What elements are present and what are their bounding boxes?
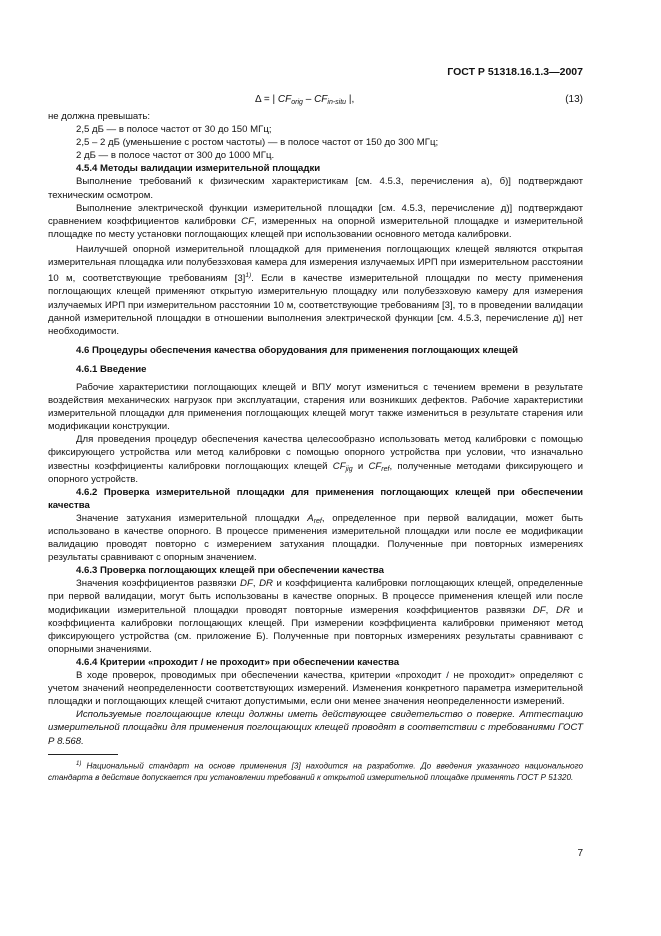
formula-number: (13): [565, 94, 583, 105]
limit-item: 2,5 дБ — в полосе частот от 30 до 150 МГц;: [76, 124, 272, 136]
document-id: ГОСТ Р 51318.16.1.3—2007: [447, 66, 583, 78]
footnote-mark: 1): [76, 760, 82, 767]
paragraph: Для проведения процедур обеспечения качества целесообразно использовать метод калибровки с помощью фиксирующего устройства или метод калибровки с помощью опорного устройства при условии, что изначально известны коэффициенты калибровки поглощающих клещей $CF_{jig}$ и $CF_{ref}$, полученные методами фиксирующего и опорного устройств.: [48, 434, 583, 485]
section-4-6-3-heading: 4.6.3 Проверка поглощающих клещей при обеспечении качества: [76, 565, 384, 577]
document-body: [48, 110, 583, 783]
footnote: $^{1)}$ Национальный стандарт на основе применения [3] находится на разработке. До введения указанного национального стандарта в действие допускается при установлении требований к открытой измерительной площадке применять ГОСТ Р 51320.: [48, 760, 583, 782]
page-number: 7: [577, 848, 583, 859]
footnote-divider: [48, 754, 118, 755]
paragraph: Наилучшей опорной измерительной площадкой для применения поглощающих клещей являются открытая измерительная площадка или полубезэховая камера для измерения излучаемых ИРП при измерительном расстоянии 10 м, соответствующие требованиям $[3]^{1)}$. Если в качестве измерительной площадки по месту применения поглощающих клещей применяют открытую измерительную площадку или полубезэховую камеру для измерения излучаемых ИРП при измерительном расстоянии 10 м, соответствующие требованиям [3], то в проведении валидации данной измерительной площадки в отношении выполнения электрической функции [см. 4.5.3, перечисление д)] нет необходимости.: [48, 243, 584, 337]
paragraph: Значение затухания измерительной площадки $A_{ref}$, определенное при первой валидации, может быть использовано в качестве опорного. В процессе применения измерительной площадки или после ее модификации валидацию проводят повторно с измерением затухания площадки. Полученные при повторных измерениях результаты сравнивают с опорным значением.: [48, 512, 583, 564]
footnote-ref[interactable]: 1): [245, 272, 252, 280]
paragraph-italic: Используемые поглощающие клещи должны иметь действующее свидетельство о поверке. Аттестацию измерительной площадки для применения поглощающих клещей проводят в соответствии с требованиями ГОСТ Р 8.568.: [48, 709, 583, 747]
paragraph: Рабочие характеристики поглощающих клещей и ВПУ могут измениться с течением времени в результате воздействия механических нагрузок при эксплуатации, старения или возникших дефектов. Рабочие характеристики измерительной площадки для применения поглощающих клещей могут также измениться в результате старения или модификации конструкции.: [48, 381, 583, 433]
paragraph: В ходе проверок, проводимых при обеспечении качества, критерии «проходит / не проходит» определяют с учетом значений неопределенности соответствующих измерений. Изменения конкретного параметра измерительной площадки и поглощающих клещей считают допустимыми, если они менее значения неопределенности измерений.: [48, 670, 583, 708]
section-4-6-2-heading: 4.6.2 Проверка измерительной площадки для применения поглощающих клещей при обеспечении качества: [48, 486, 583, 511]
paragraph: Значения коэффициентов развязки DF, DR и коэффициента калибровки поглощающих клещей, определенные при первой валидации, могут быть использованы в качестве опорных. В процессе применения клещей или после модификации измерительной площадки проводят повторные измерения коэффициентов развязки DF, DR и коэффициента калибровки поглощающих клещей. При измерении коэффициента калибровки применяют метод фиксирующего устройства (см. приложение Б). Полученные при повторных измерениях результаты сравнивают с опорными значениями.: [48, 578, 583, 655]
section-4-6-1-heading: 4.6.1 Введение: [76, 363, 147, 375]
section-4-6-4-heading: 4.6.4 Критерии «проходит / не проходит» при обеспечении качества: [76, 656, 400, 668]
section-4-5-4-heading: 4.5.4 Методы валидации измерительной площадки: [76, 163, 321, 175]
limit-item: 2,5 – 2 дБ (уменьшение с ростом частоты) — в полосе частот от 150 до 300 МГц;: [76, 137, 439, 149]
paragraph: Выполнение требований к физическим характеристикам [см. 4.5.3, перечисления а), б)] подтверждают техническим осмотром.: [48, 176, 583, 201]
section-4-6-heading: 4.6 Процедуры обеспечения качества оборудования для применения поглощающих клещей: [76, 344, 519, 356]
limits-intro: не должна превышать:: [48, 111, 151, 122]
formula-expression: Δ = | $CF_{orig} - CF_{in-situ}$ |,: [255, 94, 355, 106]
paragraph: Выполнение электрической функции измерительной площадки [см. 4.5.3, перечисление д)] подтверждают сравнением коэффициентов калибровки CF, измеренных на опорной измерительной площадке и измерительной площадке по месту установки поглощающих клещей при использовании основного метода калибровки.: [48, 202, 583, 240]
limit-item: 2 дБ — в полосе частот от 300 до 1000 МГц.: [76, 150, 275, 162]
